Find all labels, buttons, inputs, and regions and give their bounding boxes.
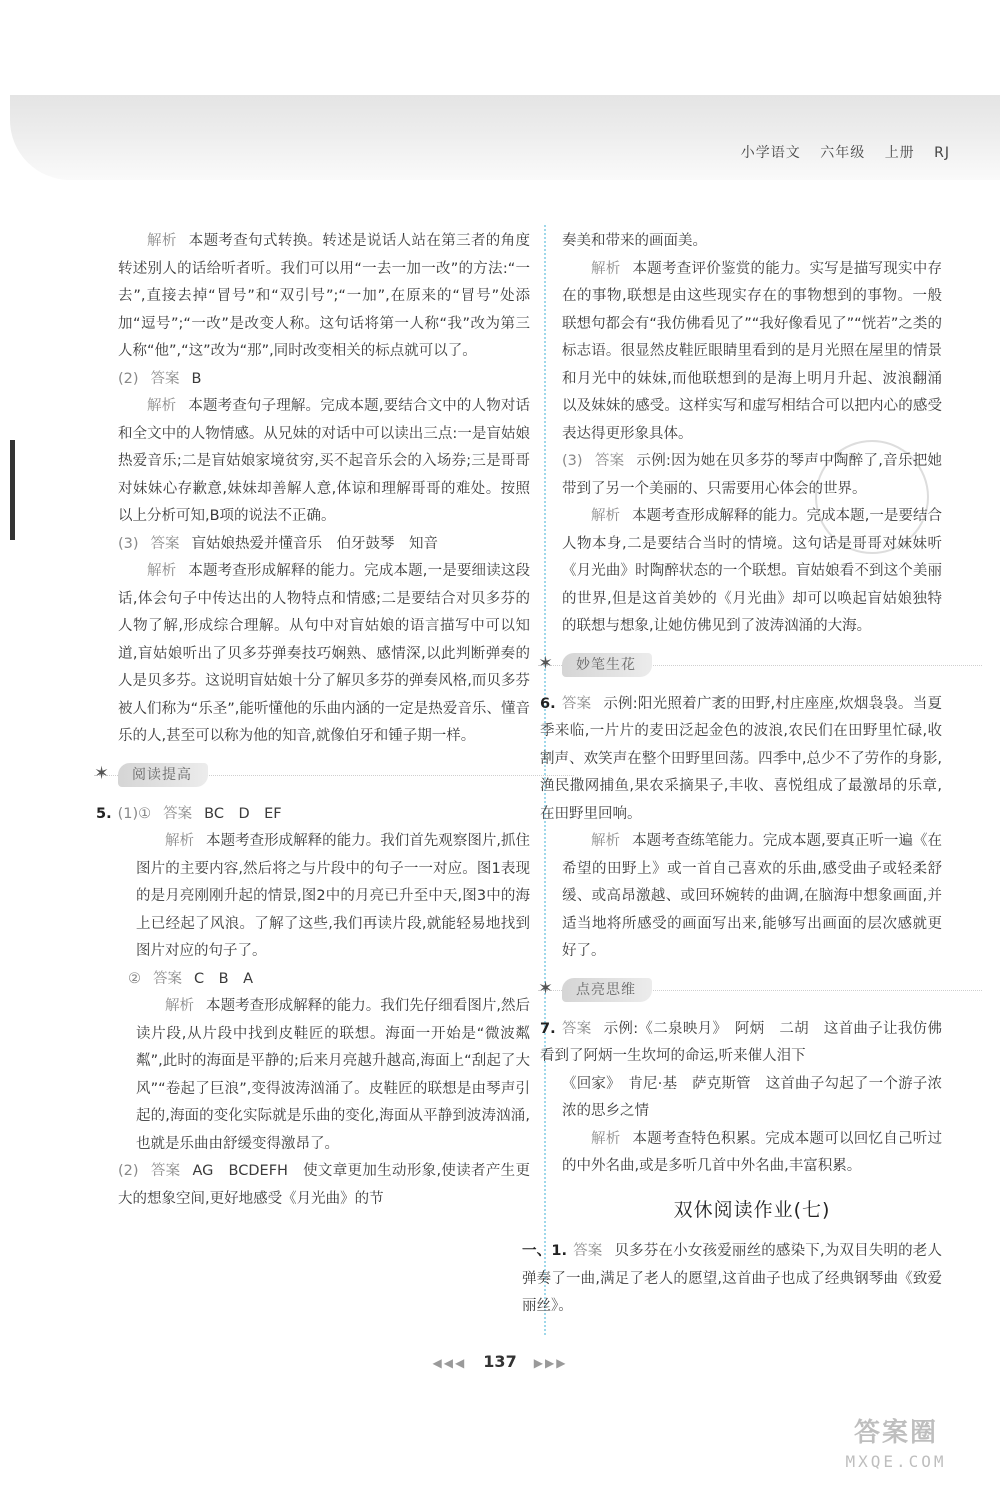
- answer-line: 6. 答案 示例:阳光照着广袤的田野,村庄座座,炊烟袅袅。当夏季来临,一片片的麦田泛起金色的波浪,农民们在田野里忙碌,收割声、欢笑声在整个田野里回荡。四季中,总少不了劳作的身影,渔民撒网捕鱼,果农采摘果子,丰收、喜悦组成了最激昂的乐章,在田野里回响。: [540, 695, 942, 822]
- analysis-paragraph: 解析 本题考查形成解释的能力。我们首先观察图片,抓住图片的主要内容,然后将之与片段中的句子一一对应。图1表现的是月亮刚刚升起的情景,图2中的月亮已升至中天,图3中的海上已经起了风浪。了解了这些,我们再读片段,就能轻易地找到图片对应的句子了。: [136, 833, 531, 959]
- star-icon: ✶: [538, 977, 554, 999]
- next-arrows-icon: ▶▶▶: [533, 1356, 568, 1370]
- answer-line: (3) 答案 盲姑娘热爱并懂音乐 伯牙鼓琴 知音: [118, 535, 439, 552]
- watermark-text: 答案圈: [853, 1418, 938, 1448]
- watermark-url: MXQE.COM: [845, 1452, 947, 1471]
- answer-line: 7. 答案 示例:《二泉映月》 阿炳 二胡 这首曲子让我仿佛看到了阿炳一生坎坷的命运,听来催人泪下: [540, 1020, 942, 1064]
- answer-line: ② 答案 C B A: [128, 970, 253, 987]
- section-title: 阅读提高: [118, 763, 208, 787]
- analysis-paragraph: 解析 本题考查句式转换。转述是说话人站在第三者的角度转述别人的话给听者听。我们可以用“一去一加一改”的方法:“一去”,直接去掉“冒号”和“双引号”;“一加”,在原来的“冒号”处添加“逗号”;“一改”是改变人称。这句话将第一人称“我”改为第三人称“他”,“这”改为“那”,同时改变相关的标点就可以了。: [118, 233, 531, 359]
- subject-label: 小学语文: [740, 145, 801, 161]
- watermark-logo: [812, 1415, 980, 1477]
- star-icon: ✶: [94, 762, 110, 784]
- section-header-thinking: [538, 970, 942, 1010]
- header-band: [10, 95, 1000, 180]
- analysis-paragraph: 解析 本题考查句子理解。完成本题,要结合文中的人物对话和全文中的人物情感。从兄妹的对话中可以读出三点:一是盲姑娘热爱音乐;二是盲姑娘家境贫穷,买不起音乐会的入场券;三是哥哥对妹妹心存歉意,妹妹却善解人意,体谅和理解哥哥的难处。按照以上分析可知,B项的说法不正确。: [118, 398, 530, 524]
- assignment-title: 双休阅读作业(七): [673, 1198, 831, 1221]
- continued-text: 奏美和带来的画面美。: [562, 233, 707, 249]
- section-title: 点亮思维: [562, 978, 652, 1002]
- edition-label: RJ: [934, 145, 950, 161]
- analysis-paragraph: 解析 本题考查特色积累。完成本题可以回忆自己听过的中外名曲,或是多听几首中外名曲,丰富积累。: [562, 1130, 942, 1174]
- section-title: 妙笔生花: [562, 653, 652, 677]
- section-header-writing: [538, 645, 942, 685]
- star-icon: ✶: [538, 652, 554, 674]
- analysis-paragraph: 解析 本题考查练笔能力。完成本题,要真正听一遍《在希望的田野上》或一首自己喜欢的乐曲,感受曲子或轻柔舒缓、或高昂激越、或回环婉转的曲调,在脑海中想象画面,并适当地将所感受的画面写出来,能够写出画面的层次感就更好了。: [562, 833, 942, 959]
- analysis-paragraph: 解析 本题考查形成解释的能力。完成本题,一是要结合人物本身,二是要结合当时的情境。这句话是哥哥对妹妹听《月光曲》时陶醉状态的一个联想。盲姑娘看不到这个美丽的世界,但是这首美妙的《月光曲》却可以唤起盲姑娘独特的联想与想象,让她仿佛见到了波涛汹涌的大海。: [562, 508, 942, 634]
- answer-line: 5. (1)① 答案 BC D EF: [96, 805, 282, 822]
- section-header-reading: [94, 755, 530, 795]
- page-number: 137: [483, 1352, 517, 1371]
- grade-label: 六年级: [820, 145, 866, 161]
- answer-line: 一、1. 答案 贝多芬在小女孩爱丽丝的感染下,为双目失明的老人弹奏了一曲,满足了老人的愿望,这首曲子也成了经典钢琴曲《致爱丽丝》。: [522, 1243, 942, 1314]
- analysis-paragraph: 解析 本题考查形成解释的能力。完成本题,一是要细读这段话,体会句子中传达出的人物特点和情感;二是要结合对贝多芬的人物了解,形成综合理解。从句中对盲姑娘的语言描写中可以知道,盲姑娘听出了贝多芬弹奏技巧娴熟、感情深,以此判断弹奏的人是贝多芬。这说明盲姑娘十分了解贝多芬的弹奏风格,而贝多芬被人们称为“乐圣”,能听懂他的乐曲内涵的一定是热爱音乐、懂音乐的人,甚至可以称为他的知音,就像伯牙和锺子期一样。: [118, 563, 530, 744]
- answer-line: 《回家》 肯尼·基 萨克斯管 这首曲子勾起了一个游子浓浓的思乡之情: [562, 1075, 942, 1119]
- right-column: [522, 228, 942, 1321]
- book-info: [727, 142, 950, 162]
- volume-label: 上册: [884, 145, 915, 161]
- answer-line: (2) 答案 AG BCDEFH 使文章更加生动形象,使读者产生更大的想象空间,更好地感受《月光曲》的节: [118, 1163, 530, 1207]
- prev-arrows-icon: ◀◀◀: [432, 1356, 467, 1370]
- analysis-paragraph: 解析 本题考查形成解释的能力。我们先仔细看图片,然后读片段,从片段中找到皮鞋匠的联想。海面一开始是“微波粼粼”,此时的海面是平静的;后来月亮越升越高,海面上“刮起了大风”“卷起了巨浪”,变得波涛汹涌了。皮鞋匠的联想是由琴声引起的,海面的变化实际就是乐曲的变化,海面从平静到波涛汹涌,也就是乐曲由舒缓变得激昂了。: [136, 998, 531, 1152]
- binding-mark: [10, 440, 15, 540]
- page-footer: [0, 1352, 1000, 1371]
- answer-line: (3) 答案 示例:因为她在贝多芬的琴声中陶醉了,音乐把她带到了另一个美丽的、只需要用心体会的世界。: [562, 453, 942, 497]
- analysis-paragraph: 解析 本题考查评价鉴赏的能力。实写是描写现实中存在的事物,联想是由这些现实存在的事物想到的事物。一般联想句都会有“我仿佛看见了”“我好像看见了”“恍若”之类的标志语。很显然皮鞋匠眼睛里看到的是月光照在屋里的情景和月光中的妹妹,而他联想到的是海上明月升起、波浪翻涌以及妹妹的感受。这样实写和虚写相结合可以把内心的感受表达得更形象具体。: [562, 260, 942, 442]
- left-column: [94, 228, 531, 1213]
- answer-line: (2) 答案 B: [118, 370, 202, 387]
